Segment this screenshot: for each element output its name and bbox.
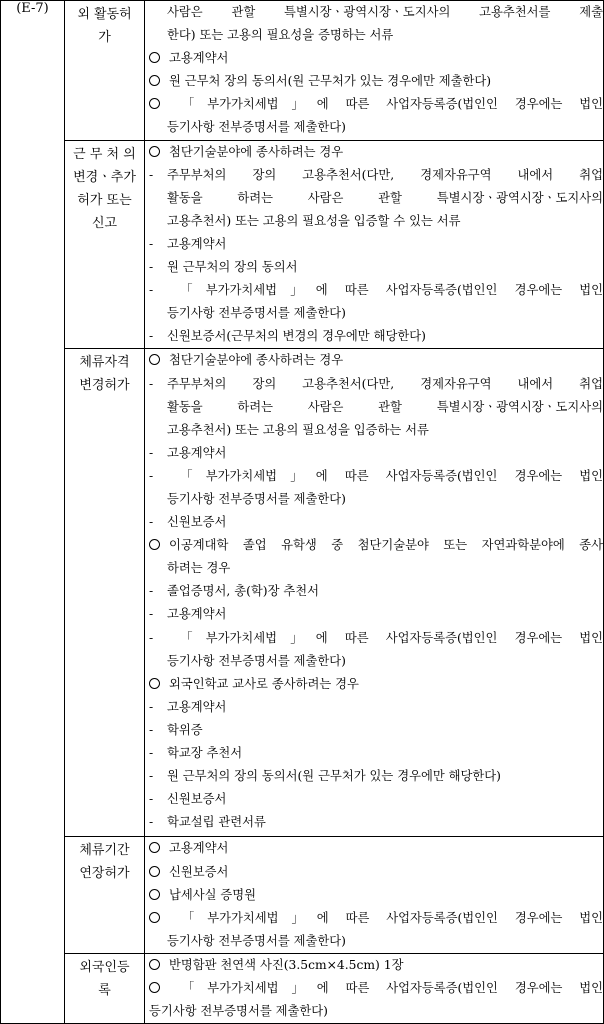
requirement-text: 주무부처의 장의 고용추천서(다만, 경제자유구역 내에서 취업: [167, 167, 603, 182]
dash-bullet: -: [149, 445, 154, 460]
requirement-line: [145, 116, 603, 139]
requirement-line: [145, 349, 603, 372]
requirement-text: 등기사항 전부증명서를 제출한다): [167, 491, 346, 506]
requirement-text: 「부가가치세법」에 따른 사업자등록증(법인인 경우에는 법인: [167, 283, 603, 298]
circle-bullet-icon: [149, 539, 160, 550]
requirement-text: 첨단기술분야에 종사하려는 경우: [169, 144, 344, 159]
requirement-text: 원 근무처 장의 동의서(원 근무처가 있는 경우에만 제출한다): [169, 74, 492, 89]
category-label-line: 외국인등: [79, 959, 130, 975]
dash-bullet: -: [149, 607, 154, 622]
requirement-text: 학교설립 관련서류: [167, 815, 266, 830]
requirement-line: [145, 511, 603, 534]
requirement-line: [145, 954, 603, 977]
requirement-text: 등기사항 전부증명서를 제출한다): [149, 1004, 328, 1019]
requirement-line: [145, 233, 603, 256]
requirement-text: 신원보증서: [167, 515, 227, 530]
circle-bullet-icon: [149, 842, 160, 853]
requirement-text: 학위증: [167, 722, 203, 737]
table-row: [1, 837, 604, 953]
dash-bullet: -: [149, 792, 154, 807]
requirement-line: [145, 465, 603, 488]
circle-bullet-icon: [149, 146, 160, 157]
requirement-text: 「부가가치세법」에 따른 사업자등록증(법인인 경우에는 법인: [169, 980, 603, 995]
requirement-line: [145, 396, 603, 419]
requirements-cell: [145, 140, 604, 349]
category-label: [65, 141, 144, 237]
requirement-line: [145, 534, 603, 557]
requirement-line: [145, 70, 603, 93]
requirement-text: 활동을 하려는 사람은 관할 특별시장ㆍ광역시장ㆍ도지사의: [167, 190, 603, 205]
requirement-line: [145, 302, 603, 325]
category-cell: [65, 140, 145, 349]
category-label-line: 신고: [91, 215, 118, 231]
requirement-text: 하려는 경우: [167, 561, 231, 576]
requirement-line: [145, 187, 603, 210]
requirement-text: 등기사항 전부증명서를 제출한다): [167, 306, 346, 321]
circle-bullet-icon: [149, 982, 160, 993]
requirement-text: 고용계약서: [167, 607, 227, 622]
circle-bullet-icon: [149, 75, 160, 86]
requirement-line: [145, 580, 603, 603]
requirement-text: 「부가가치세법」에 따른 사업자등록증(법인인 경우에는 법인: [167, 630, 603, 645]
requirement-text: 신원보증서: [169, 864, 229, 879]
requirement-text: 고용계약서: [169, 51, 229, 66]
dash-bullet: -: [149, 769, 154, 784]
dash-bullet: -: [149, 468, 154, 483]
requirement-line: [145, 210, 603, 233]
category-label-line: 체류자격: [79, 355, 130, 371]
requirements-cell: [145, 349, 604, 837]
requirement-text: 「부가가치세법」에 따른 사업자등록증(법인인 경우에는 법인: [169, 910, 603, 925]
table-row: [1, 953, 604, 1023]
requirement-line: [145, 279, 603, 302]
category-label: [65, 954, 144, 1004]
requirement-text: 등기사항 전부증명서를 제출한다): [167, 653, 346, 668]
circle-bullet-icon: [149, 959, 160, 970]
category-cell: [65, 349, 145, 837]
requirement-text: 원 근무처의 장의 동의서(원 근무처가 있는 경우에만 해당한다): [167, 769, 501, 784]
category-label-line: 변경ㆍ추가: [73, 169, 136, 185]
requirement-text: 고용추천서) 또는 고용의 필요성을 입증할 수 있는 서류: [167, 213, 461, 228]
dash-bullet: -: [149, 630, 154, 645]
dash-bullet: -: [149, 584, 154, 599]
dash-bullet: -: [149, 283, 154, 298]
requirement-line: [145, 164, 603, 187]
requirement-line: [145, 765, 603, 788]
category-label-line: 외 활동허: [77, 7, 132, 22]
requirement-line: [145, 861, 603, 884]
requirement-text: 이공계대학 졸업 유학생 중 첨단기술분야 또는 자연과학분야에 종사: [169, 538, 603, 553]
category-cell: [65, 953, 145, 1023]
dash-bullet: -: [149, 167, 154, 182]
category-label: [65, 837, 144, 887]
requirement-text: 등기사항 전부증명서를 제출한다): [167, 120, 346, 135]
circle-bullet-icon: [149, 889, 160, 900]
requirement-text: 고용계약서: [167, 699, 227, 714]
requirement-line: [145, 256, 603, 279]
requirement-line: [145, 325, 603, 348]
requirement-text: 한다) 또는 고용의 필요성을 증명하는 서류: [167, 28, 394, 43]
visa-type-cell: [1, 1, 65, 1024]
requirement-line: [145, 488, 603, 511]
category-cell: [65, 837, 145, 953]
requirements-cell: [145, 837, 604, 953]
category-label-line: 허가 또는: [77, 192, 132, 208]
requirement-text: 반명함판 천연색 사진(3.5cm×4.5cm) 1장: [169, 957, 404, 972]
circle-bullet-icon: [149, 678, 160, 689]
table-row: [1, 1, 604, 141]
requirement-text: 원 근무처의 장의 동의서: [167, 260, 298, 275]
requirement-line: [145, 93, 603, 116]
requirement-line: [145, 24, 603, 47]
dash-bullet: -: [149, 515, 154, 530]
requirement-text: 고용추천서) 또는 고용의 필요성을 입증하는 서류: [167, 422, 429, 437]
table-row: [1, 349, 604, 837]
requirement-line: [145, 930, 603, 953]
requirement-line: [145, 884, 603, 907]
requirement-line: [145, 1, 603, 24]
dash-bullet: -: [149, 376, 154, 391]
requirement-line: [145, 141, 603, 164]
requirement-line: [145, 742, 603, 765]
requirements-cell: [145, 953, 604, 1023]
category-label-line: 변경허가: [79, 378, 130, 394]
circle-bullet-icon: [149, 52, 160, 63]
dash-bullet: -: [149, 699, 154, 714]
category-label: [65, 349, 144, 399]
requirement-line: [145, 837, 603, 860]
requirement-line: [145, 373, 603, 396]
requirement-line: [145, 627, 603, 650]
requirement-line: [145, 442, 603, 465]
requirement-text: 등기사항 전부증명서를 제출한다): [167, 933, 346, 948]
dash-bullet: -: [149, 815, 154, 830]
requirement-line: [145, 696, 603, 719]
dash-bullet: -: [149, 260, 154, 275]
requirement-line: [145, 1000, 603, 1023]
dash-bullet: -: [149, 722, 154, 737]
requirement-text: 외국인학교 교사로 종사하려는 경우: [169, 676, 359, 691]
requirement-line: [145, 673, 603, 696]
requirement-text: 신원보증서: [167, 792, 227, 807]
circle-bullet-icon: [149, 912, 160, 923]
category-label-line: 근 무 처 의: [73, 146, 136, 162]
dash-bullet: -: [149, 746, 154, 760]
requirement-text: 사람은 관할 특별시장ㆍ광역시장ㆍ도지사의 고용추천서를 제출: [167, 5, 603, 19]
requirement-text: 신원보증서(근무처의 변경의 경우에만 해당한다): [167, 329, 426, 344]
category-label-line: 체류기간: [79, 843, 130, 859]
requirement-text: 고용계약서: [167, 445, 227, 460]
circle-bullet-icon: [149, 98, 160, 109]
requirement-line: [145, 557, 603, 580]
requirement-text: 학교장 추천서: [167, 746, 243, 760]
requirement-line: [145, 650, 603, 673]
dash-bullet: -: [149, 329, 154, 344]
requirement-text: 주무부처의 장의 고용추천서(다만, 경제자유구역 내에서 취업: [167, 376, 603, 391]
category-label-line: 연장허가: [79, 866, 130, 882]
requirements-cell: [145, 1, 604, 141]
requirement-line: [145, 419, 603, 442]
requirement-text: 「부가가치세법」에 따른 사업자등록증(법인인 경우에는 법인: [167, 468, 603, 483]
category-label-line: 가: [98, 30, 111, 45]
requirement-line: [145, 788, 603, 811]
category-label: [65, 1, 144, 51]
requirement-text: 「부가가치세법」에 따른 사업자등록증(법인인 경우에는 법인: [169, 97, 603, 112]
requirement-line: [145, 907, 603, 930]
requirement-text: 고용계약서: [167, 236, 227, 251]
requirement-line: [145, 719, 603, 742]
requirement-text: 첨단기술분야에 종사하려는 경우: [169, 353, 344, 368]
requirement-line: [145, 47, 603, 70]
visa-type-label: (E-7): [16, 1, 49, 16]
table-body: [1, 1, 604, 1024]
category-label-line: 록: [98, 982, 111, 998]
dash-bullet: -: [149, 236, 154, 251]
requirement-text: 고용계약서: [169, 841, 229, 856]
circle-bullet-icon: [149, 866, 160, 877]
table-row: [1, 140, 604, 349]
requirement-line: [145, 811, 603, 834]
circle-bullet-icon: [149, 354, 160, 365]
requirement-text: 졸업증명서, 총(학)장 추천서: [167, 584, 319, 599]
requirement-line: [145, 603, 603, 626]
requirement-text: 활동을 하려는 사람은 관할 특별시장ㆍ광역시장ㆍ도지사의: [167, 399, 603, 414]
requirement-text: 납세사실 증명원: [169, 887, 257, 902]
requirement-line: [145, 977, 603, 1000]
category-cell: [65, 1, 145, 141]
